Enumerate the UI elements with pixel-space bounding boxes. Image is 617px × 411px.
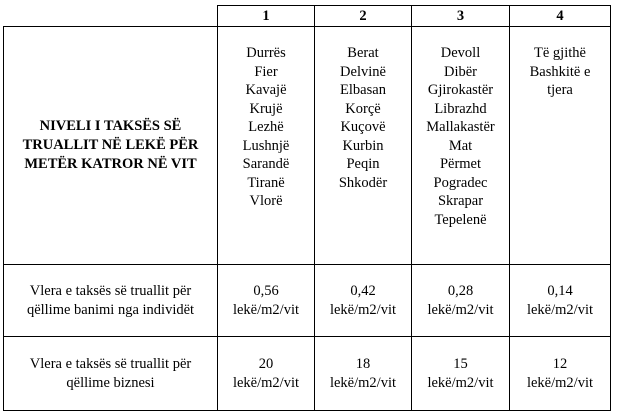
municipality-name: Mallakastër: [426, 119, 495, 135]
municipality-name: Tiranë: [247, 174, 285, 191]
business-tax-value-2: [315, 337, 412, 411]
tax-value: 0,14: [547, 283, 573, 299]
municipality-group-row: [4, 27, 611, 265]
heading-line: METËR KATROR NË VIT: [24, 156, 197, 172]
empty-corner-cell: [4, 6, 218, 27]
municipality-name: Pogradec: [433, 174, 488, 191]
municipality-name: Shkodër: [338, 174, 388, 191]
municipality-name: Korçë: [345, 100, 381, 117]
tax-value: 0,28: [447, 283, 474, 299]
tax-unit: lekë/m2/vit: [427, 301, 494, 318]
tax-value: 12: [552, 356, 568, 372]
column-number-4: 4: [510, 6, 611, 27]
tax-unit: lekë/m2/vit: [526, 301, 594, 318]
municipality-group-2: [315, 27, 412, 265]
residential-tax-value-3: [412, 265, 510, 337]
tax-value: 0,56: [253, 283, 279, 299]
municipality-name: Krujë: [249, 100, 283, 117]
row-label-line: Vlera e taksës së truallit për: [29, 283, 192, 299]
municipality-group-3: [412, 27, 510, 265]
municipality-name: tjera: [547, 82, 573, 98]
municipality-name: Kavajë: [245, 82, 287, 98]
row-label-line: qëllime banimi nga individët: [26, 301, 195, 318]
tax-value: 15: [453, 356, 468, 372]
tax-unit: lekë/m2/vit: [329, 374, 397, 391]
municipality-group-4: [510, 27, 611, 265]
municipality-name: Kurbin: [342, 137, 384, 154]
tax-unit: lekë/m2/vit: [427, 374, 494, 391]
column-number-3: 3: [412, 6, 510, 27]
municipality-name: Berat: [347, 45, 379, 61]
municipality-name: Sarandë: [242, 156, 290, 172]
business-tax-label: [4, 337, 218, 411]
residential-tax-label: [4, 265, 218, 337]
municipality-name: Përmet: [439, 156, 482, 172]
business-tax-value-4: [510, 337, 611, 411]
municipality-name: Bashkitë e: [529, 63, 591, 80]
tax-value: 0,42: [350, 283, 376, 299]
municipality-name: Dibër: [443, 63, 477, 80]
municipality-name: Devoll: [440, 45, 481, 61]
column-number-1: 1: [218, 6, 315, 27]
municipality-name: Skrapar: [437, 193, 484, 209]
municipality-name: Kuçovë: [340, 119, 386, 135]
municipality-name: Elbasan: [340, 82, 386, 98]
tax-level-table: [3, 5, 611, 411]
heading-line: TRUALLIT NË LEKË PËR: [22, 137, 199, 153]
residential-tax-value-4: [510, 265, 611, 337]
municipality-name: Mat: [448, 137, 473, 154]
municipality-name: Lushnjë: [242, 137, 290, 154]
tax-level-heading: [4, 27, 218, 265]
municipality-name: Fier: [254, 63, 278, 80]
residential-tax-value-2: [315, 265, 412, 337]
tax-value: 18: [355, 356, 371, 372]
tax-unit: lekë/m2/vit: [232, 301, 300, 318]
column-number-row: [4, 6, 611, 27]
tax-unit: lekë/m2/vit: [329, 301, 397, 318]
municipality-name: Vlorë: [249, 193, 283, 209]
municipality-name: Durrës: [246, 45, 286, 61]
tax-value: 20: [258, 356, 274, 372]
tax-unit: lekë/m2/vit: [526, 374, 594, 391]
tax-unit: lekë/m2/vit: [232, 374, 300, 391]
residential-tax-row: [4, 265, 611, 337]
column-number-2: 2: [315, 6, 412, 27]
municipality-name: Peqin: [346, 156, 380, 172]
municipality-name: Të gjithë: [534, 45, 586, 61]
residential-tax-value-1: [218, 265, 315, 337]
heading-line: NIVELI I TAKSËS SË: [39, 118, 182, 134]
business-tax-value-3: [412, 337, 510, 411]
municipality-name: Librazhd: [434, 100, 487, 117]
municipality-name: Delvinë: [340, 63, 386, 80]
business-tax-value-1: [218, 337, 315, 411]
municipality-group-1: [218, 27, 315, 265]
row-label-line: Vlera e taksës së truallit për: [29, 356, 192, 372]
business-tax-row: [4, 337, 611, 411]
municipality-name: Gjirokastër: [427, 82, 494, 98]
row-label-line: qëllime biznesi: [66, 374, 155, 391]
municipality-name: Lezhë: [248, 119, 284, 135]
municipality-name: Tepelenë: [434, 211, 487, 228]
